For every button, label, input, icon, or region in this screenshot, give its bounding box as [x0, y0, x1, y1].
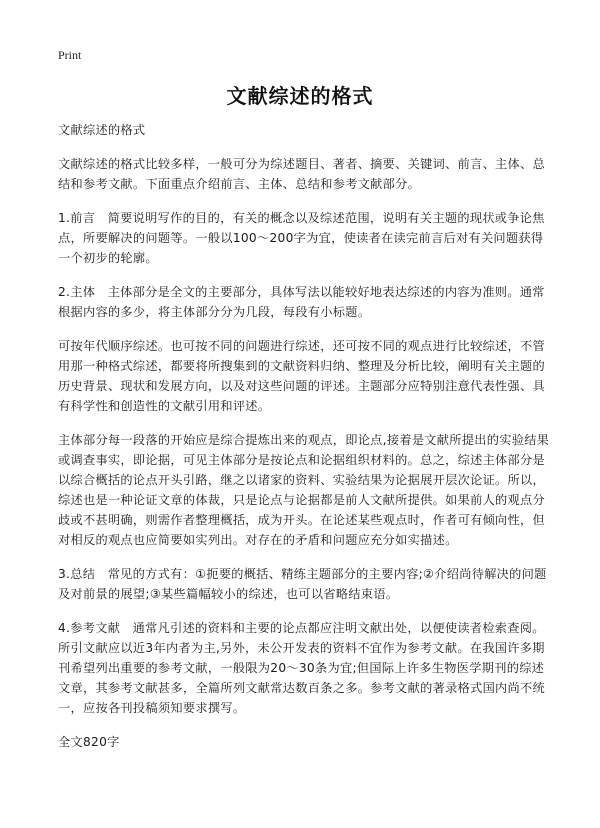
paragraph-body-order: 可按年代顺序综述。也可按不同的问题进行综述，还可按不同的观点进行比较综述，不管用那一种格式综述，都要将所搜集到的文献资料归纳、整理及分析比较，阐明有关主题的历史背景、现状和发展方向，以及对这些问题的评述。主题部分应特别注意代表性强、具有科学性和创造性的文献引用和评述。 — [58, 339, 546, 413]
paragraph-references: 4.参考文献 通常凡引述的资料和主要的论点都应注明文献出处，以便使读者检索查阅。所引文献应以近3年内者为主,另外，未公开发表的资料不宜作为参考文献。在我国许多期刊希望列出重要的参考文献，一般限为20～30条为宜;但国际上许多生物医学期刊的综述文章，其参考文献甚多，全篇所列文献常达数百条之多。参考文献的著录格式国内尚不统一，应按各刊投稿须知要求撰写。 — [58, 621, 546, 715]
print-link[interactable]: Print — [58, 48, 82, 62]
paragraph-body-argument: 主体部分每一段落的开始应是综合提炼出来的观点，即论点,接着是文献所提出的实验结果或调查事实，即论据，可见主体部分是按论点和论据组织材料的。总之，综述主体部分是以综合概括的论点开头引路，继之以诸家的资料、实验结果为论据展开层次论证。所以，综述也是一种论证文章的体裁，只是论点与论据都是前人文献所提供。如果前人的观点分歧或不甚明确，则需作者整理概括，成为开头。在论述某些观点时，作者可有倾向性，但对相反的观点也应简要如实列出。对存在的矛盾和问题应充分如实描述。 — [58, 433, 550, 547]
word-count: 全文820字 — [58, 735, 120, 749]
article-subtitle: 文献综述的格式 — [58, 123, 146, 137]
page-title: 文献综述的格式 — [226, 84, 374, 108]
paragraph-intro: 文献综述的格式比较多样，一般可分为综述题目、著者、摘要、关键词、前言、主体、总结和参考文献。下面重点介绍前言、主体、总结和参考文献部分。 — [58, 157, 546, 191]
paragraph-body: 2.主体 主体部分是全文的主要部分，具体写法以能较好地表达综述的内容为准则。通常根据内容的多少，将主体部分分为几段，每段有小标题。 — [58, 285, 545, 319]
article-body — [58, 120, 550, 766]
paragraph-preface: 1.前言 简要说明写作的目的，有关的概念以及综述范围，说明有关主题的现状或争论焦点，所要解决的问题等。一般以100～200字为宜，使读者在读完前言后对有关问题获得一个初步的轮廓。 — [58, 211, 545, 265]
paragraph-summary: 3.总结 常见的方式有：①扼要的概括、精练主题部分的主要内容;②介绍尚待解决的问题及对前景的展望;③某些篇幅较小的综述，也可以省略结束语。 — [58, 567, 547, 601]
